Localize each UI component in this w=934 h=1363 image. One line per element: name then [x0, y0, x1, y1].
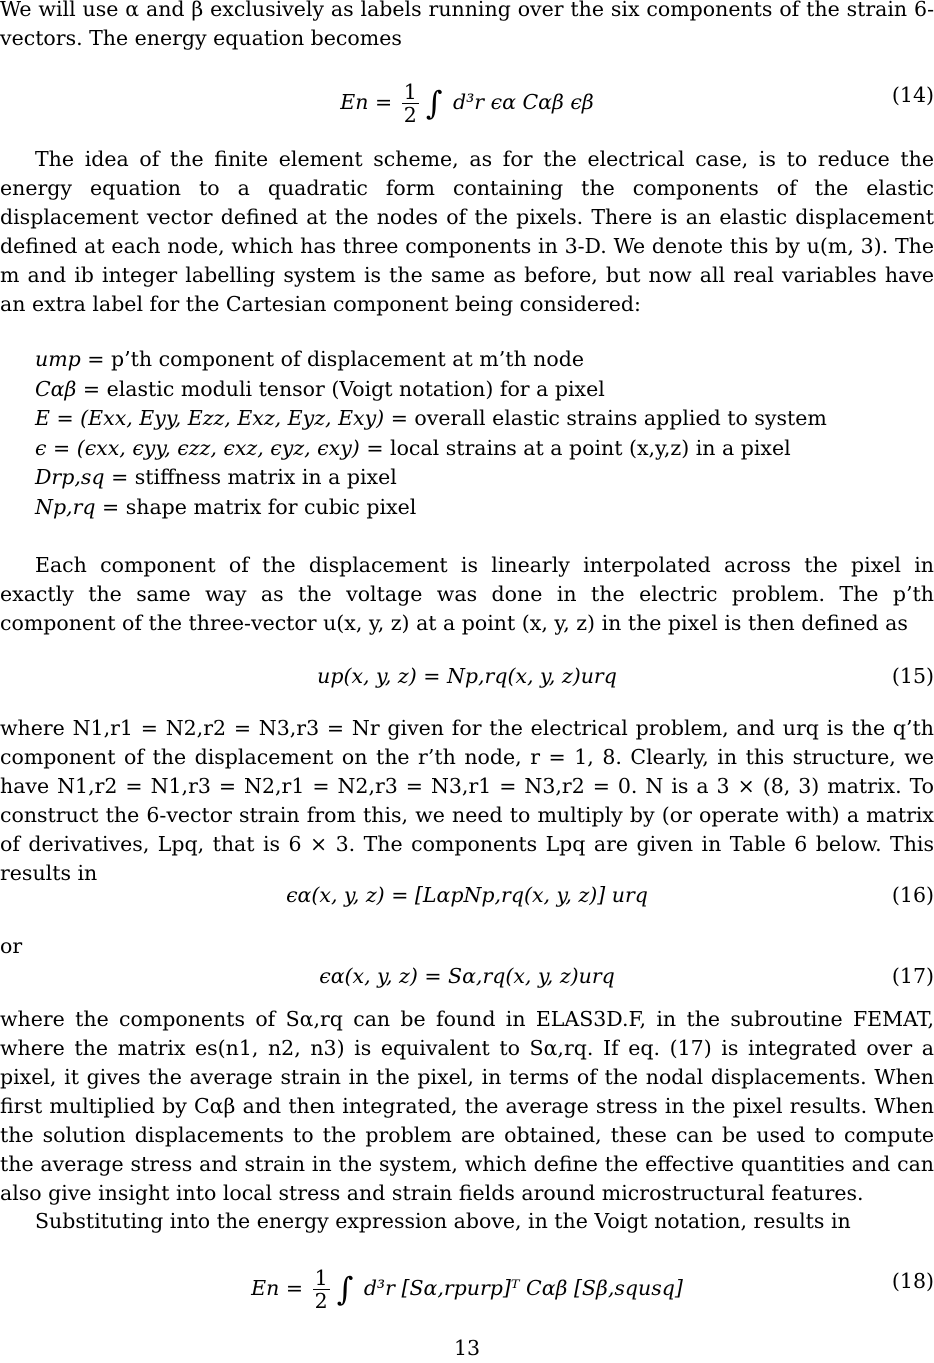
definitions-list	[35, 345, 915, 522]
definition-item: Drp,sq = stiffness matrix in a pixel	[35, 465, 397, 489]
equation-16: ϵα(x, y, z) = [LαpNp,rq(x, y, z)] urq (16)	[0, 875, 934, 919]
equation-17: ϵα(x, y, z) = Sα,rq(x, y, z)urq (17)	[0, 956, 934, 1000]
definition-item: ϵ = (ϵxx, ϵyy, ϵzz, ϵxz, ϵyz, ϵxy) = local strains at a point (x,y,z) in a pixel	[35, 435, 791, 460]
equation-number-16: (16)	[891, 883, 934, 907]
paragraph-shape-matrix: where N1,r1 = N2,r2 = N3,r3 = Nr given for the electrical problem, and urq is the q’th component of the displacement on the r’th node, r = 1, 8. Clearly, in this structure, we have N1,r2 = N1,r3 = N2,r1 = N2,r3 = N3,r1 = N3,r2 = 0. N is a 3 × (8, 3) matrix. To construct the 6-vector strain from this, we need to multiply by (or operate with) a matrix of derivatives, Lpq, that is 6 × 3. The components Lpq are given in Table 6 below. This results in	[0, 716, 934, 885]
integral-sign: ∫	[425, 84, 443, 122]
text-or: or	[0, 934, 23, 958]
equation-18: En = $\frac{1}{2}$ ∫ d³r [Sα,rpurp]ᵀ Cαβ [Sβ,squsq] (18)	[251, 1266, 934, 1313]
equation-number-18: (18)	[891, 1269, 934, 1293]
equation-number-15: (15)	[891, 664, 934, 688]
paragraph-substituting: Substituting into the energy expression above, in the Voigt notation, results in	[35, 1209, 851, 1233]
paragraph-intro: We will use α and β exclusively as labels running over the six components of the strain 6-vectors. The energy equation becomes	[0, 0, 934, 50]
paragraph-interpolation: Each component of the displacement is linearly interpolated across the pixel in exactly the same way as the voltage was done in the electric problem. The p’th component of the three-vector u(x, y, z) at a point (x, y, z) in the pixel is then defined as	[0, 553, 934, 635]
equation-15: up(x, y, z) = Np,rq(x, y, z)urq (15)	[0, 656, 934, 700]
integral-sign: ∫	[336, 1270, 354, 1308]
paragraph-stress-strain: where the components of Sα,rq can be found in ELAS3D.F, in the subroutine FEMAT, where the matrix es(n1, n2, n3) is equivalent to Sα,rq. If eq. (17) is integrated over a pixel, it gives the average strain in the pixel, in terms of the nodal displacements. When first multiplied by Cαβ and then integrated, the average stress in the pixel results. When the solution displacements to the problem are obtained, these can be used to compute the average stress and strain in the system, which define the effective quantities and can also give insight into local stress and strain fields around microstructural features.	[0, 1007, 934, 1205]
definition-item: Np,rq = shape matrix for cubic pixel	[35, 494, 417, 519]
fraction-one-half: $\frac{1}{2}$	[403, 80, 417, 127]
definition-item: Cαβ = elastic moduli tensor (Voigt notation) for a pixel	[35, 376, 605, 401]
fraction-one-half: $\frac{1}{2}$	[314, 1266, 328, 1313]
definition-item: ump = p’th component of displacement at m’th node	[35, 347, 584, 371]
equation-number-17: (17)	[891, 964, 934, 988]
paragraph-finite-element: The idea of the finite element scheme, as for the electrical case, is to reduce the energy equation to a quadratic form containing the components of the elastic displacement vector defined at the nodes of the pixels. There is an elastic displacement defined at each node, which has three components in 3-D. We denote this by u(m, 3). The m and ib integer labelling system is the same as before, but now all real variables have an extra label for the Cartesian component being considered:	[0, 147, 934, 316]
equation-number-14: (14)	[891, 83, 934, 107]
equation-14: En = $\frac{1}{2}$ ∫ d³r ϵα Cαβ ϵβ (14)	[340, 80, 934, 127]
definition-item: E = (Exx, Eyy, Ezz, Exz, Eyz, Exy) = overall elastic strains applied to system	[35, 406, 827, 430]
page-number: 13	[453, 1336, 481, 1360]
